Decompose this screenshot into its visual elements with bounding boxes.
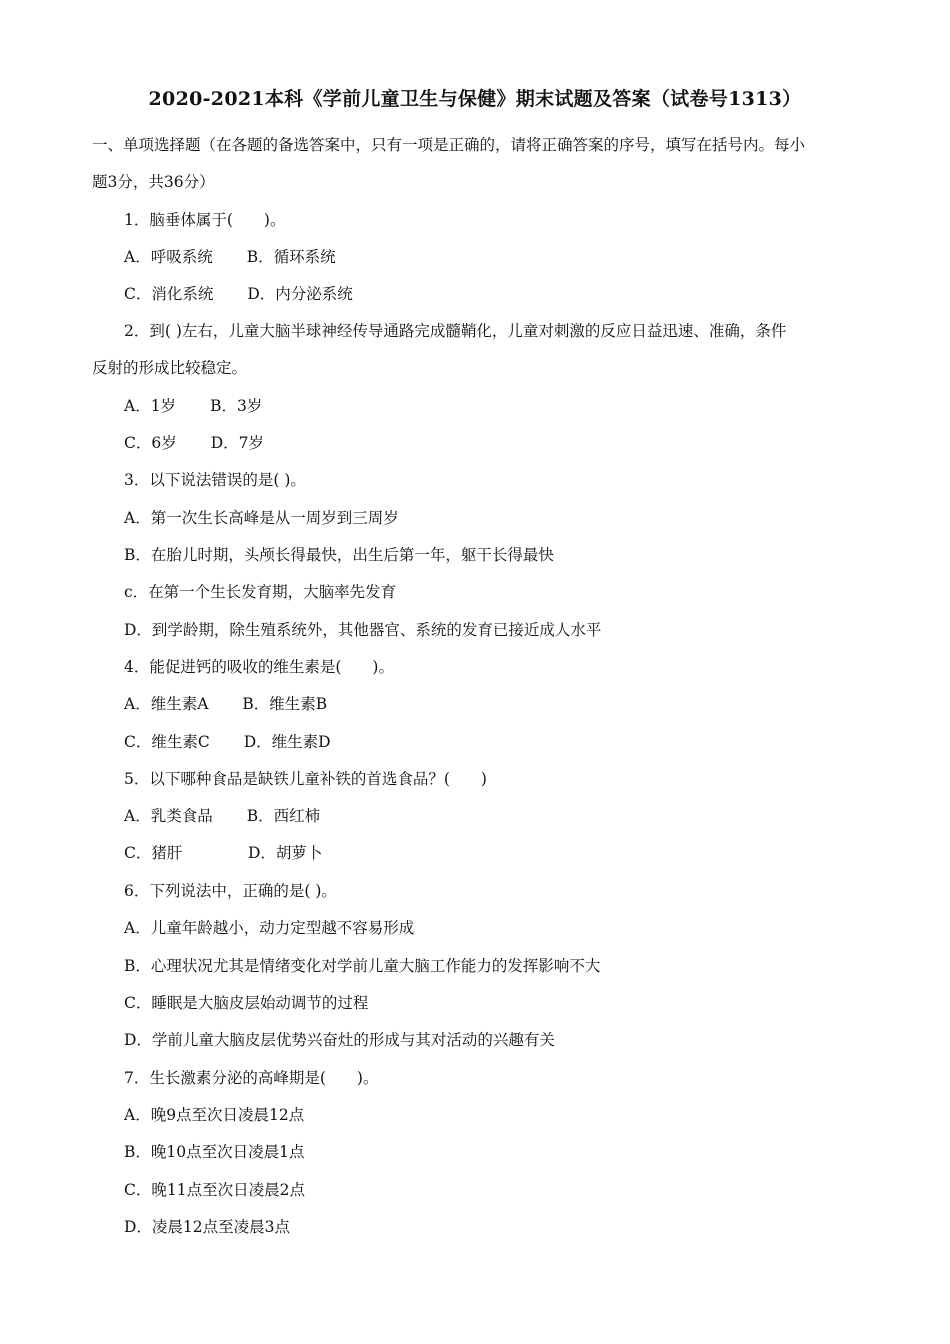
option-c: C．猪肝: [124, 844, 183, 862]
option-d: D．学前儿童大脑皮层优势兴奋灶的形成与其对活动的兴趣有关: [124, 1031, 555, 1049]
option-a: A．呼吸系统: [124, 248, 213, 266]
option-c: C．睡眠是大脑皮层始动调节的过程: [124, 994, 369, 1012]
option-b: B．3岁: [210, 397, 263, 415]
option-c: C．维生素C: [124, 733, 210, 751]
option-b: B．晚10点至次日凌晨1点: [124, 1143, 305, 1161]
option-a: A．乳类食品: [124, 807, 213, 825]
option-a: A．第一次生长高峰是从一周岁到三周岁: [124, 509, 399, 527]
option-b: B．维生素B: [242, 695, 328, 713]
question-stem: 4．能促进钙的吸收的维生素是( )。: [124, 658, 394, 676]
option-a: A．1岁: [124, 397, 177, 415]
option-row: [124, 247, 336, 267]
option-d: D．维生素D: [243, 733, 331, 751]
option-d: D．7岁: [210, 434, 265, 452]
question-stem: 6．下列说法中，正确的是( )。: [124, 882, 337, 900]
question-stem: 5．以下哪种食品是缺铁儿童补铁的首选食品？( ): [124, 770, 487, 788]
section-heading-line-1: 一、单项选择题（在各题的备选答案中，只有一项是正确的，请将正确答案的序号，填写在括号内。每小: [92, 136, 806, 154]
option-row: [124, 396, 262, 416]
question-stem: 2．到( )左右，儿童大脑半球神经传导通路完成髓鞘化，儿童对刺激的反应日益迅速、准确，条件: [124, 322, 787, 340]
option-b: B．心理状况尤其是情绪变化对学前儿童大脑工作能力的发挥影响不大: [124, 957, 601, 975]
option-d: D．内分泌系统: [247, 285, 353, 303]
question-stem: 1．脑垂体属于( )。: [124, 211, 286, 229]
option-a: A．儿童年龄越小，动力定型越不容易形成: [124, 919, 415, 937]
option-b: B．循环系统: [246, 248, 336, 266]
option-row: [124, 843, 322, 863]
option-b: B．西红柿: [246, 807, 321, 825]
option-row: [124, 694, 327, 714]
option-c: C．6岁: [124, 434, 177, 452]
option-c: C．晚11点至次日凌晨2点: [124, 1181, 305, 1199]
option-c: C．消化系统: [124, 285, 214, 303]
option-row: [124, 806, 320, 826]
option-c: c．在第一个生长发育期，大脑率先发育: [124, 583, 397, 601]
question-stem: 7．生长激素分泌的高峰期是( )。: [124, 1069, 379, 1087]
option-row: [124, 433, 264, 453]
option-d: D．凌晨12点至凌晨3点: [124, 1218, 291, 1236]
option-a: A．维生素A: [124, 695, 209, 713]
option-row: [124, 732, 331, 752]
section-heading-line-2: 题3分，共36分）: [92, 173, 215, 191]
option-d: D．胡萝卜: [248, 844, 323, 862]
option-d: D．到学龄期，除生殖系统外，其他器官、系统的发育已接近成人水平: [124, 621, 602, 639]
option-row: [124, 284, 353, 304]
question-stem: 3．以下说法错误的是( )。: [124, 471, 306, 489]
question-stem-continued: 反射的形成比较稳定。: [92, 359, 248, 377]
option-b: B．在胎儿时期，头颅长得最快，出生后第一年，躯干长得最快: [124, 546, 554, 564]
option-a: A．晚9点至次日凌晨12点: [124, 1106, 305, 1124]
page-title: 2020-2021本科《学前儿童卫生与保健》期末试题及答案（试卷号1313）: [148, 88, 802, 110]
